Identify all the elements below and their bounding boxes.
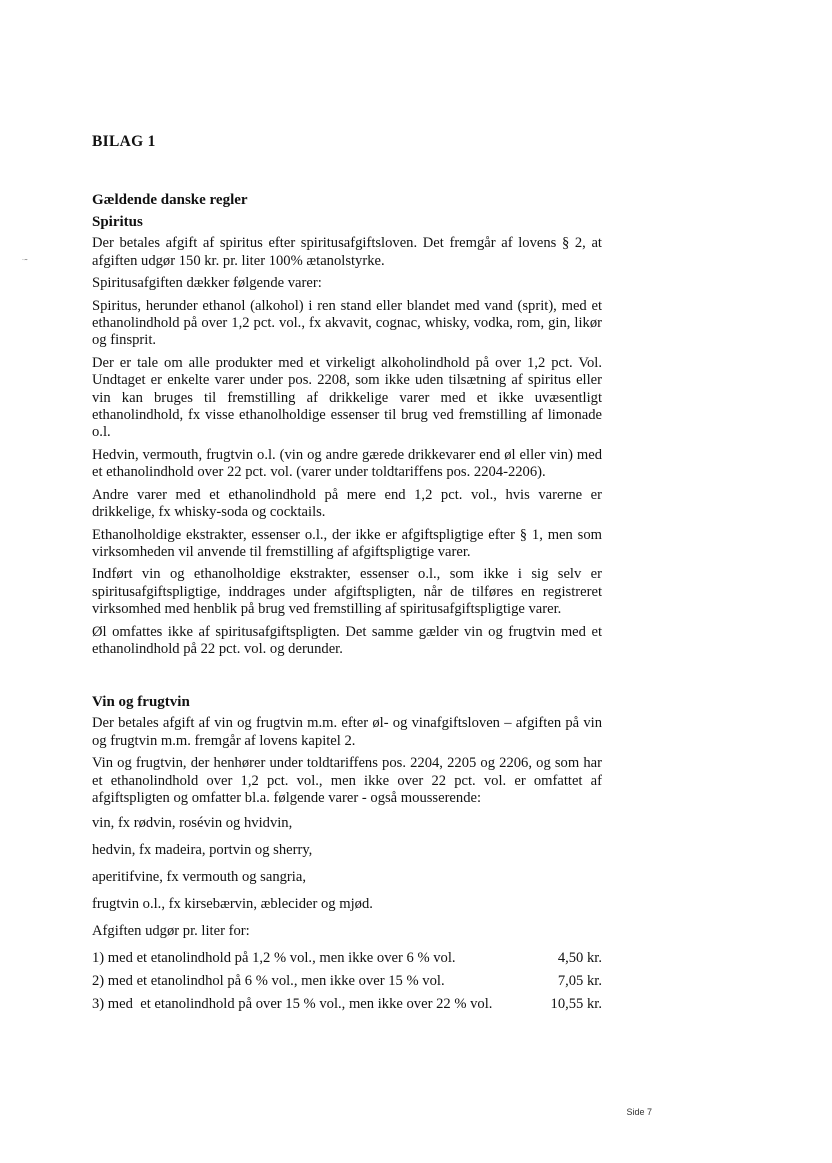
paragraph: Der betales afgift af spiritus efter spiritusafgiftsloven. Det fremgår af lovens § 2, at afgiften udgør 150 kr. pr. liter 100% ætanolstyrke. [92,235,602,269]
scan-mark: ˙˜ [22,258,28,267]
rate-amount: 4,50 kr. [557,950,602,967]
section1-title: Gældende danske regler [92,192,248,209]
rate-label: 2) med et etanolindhol på 6 % vol., men ikke over 15 % vol. [92,973,445,990]
paragraph: Vin og frugtvin, der henhører under toldtariffens pos. 2204, 2205 og 2206, og som har et ethanolindhold over 1,2 pct. vol., men ikke over 22 pct. vol. er omfattet af afgiftspligten og omfatter bl.a. følgende varer - også mousserende: [92,755,602,806]
paragraph: Der er tale om alle produkter med et virkeligt alkoholindhold på over 1,2 pct. Vol. Undtaget er enkelte varer under pos. 2208, som ikke uden tilsætning af spiritus eller vin kan bruges til fremstilling af drikkelige varer med et ikke uvæsentligt ethanolindhold, fx visse ethanolholdige essenser til brug ved fremstilling af limonade o.l. [92,354,602,441]
document-body [92,133,602,1016]
appendix-heading: BILAG 1 [92,133,156,150]
rate-row [92,993,602,1016]
rate-row [92,947,602,970]
rate-amount: 10,55 kr. [550,996,602,1013]
list-item: aperitifvine, fx vermouth og sangria, [92,869,306,886]
rates-intro: Afgiften udgør pr. liter for: [92,923,250,940]
section2 [92,692,602,1016]
list-item: hedvin, fx madeira, portvin og sherry, [92,842,313,859]
section1-subtitle: Spiritus [92,214,143,231]
paragraph: Øl omfattes ikke af spiritusafgiftspligten. Det samme gælder vin og frugtvin med et ethanolindhold på 22 pct. vol. og derunder. [92,623,602,657]
list-item: frugtvin o.l., fx kirsebærvin, æblecider og mjød. [92,896,373,913]
rate-label: 3) med et etanolindhold på over 15 % vol., men ikke over 22 % vol. [92,996,493,1013]
section2-title: Vin og frugtvin [92,694,190,711]
rate-amount: 7,05 kr. [557,973,602,990]
paragraph: Andre varer med et ethanolindhold på mere end 1,2 pct. vol., hvis varerne er drikkelige, fx whisky-soda og cocktails. [92,486,602,521]
rate-label: 1) med et etanolindhold på 1,2 % vol., men ikke over 6 % vol. [92,950,456,967]
paragraph: Spiritusafgiften dækker følgende varer: [92,275,322,292]
paragraph: Spiritus, herunder ethanol (alkohol) i ren stand eller blandet med vand (sprit), med et ethanolindhold på over 1,2 pct. vol., fx akvavit, cognac, whisky, vodka, rom, gin, likør og finsprit. [92,297,602,349]
rates-table [92,947,602,1016]
paragraph: Ethanolholdige ekstrakter, essenser o.l., der ikke er afgiftspligtige efter § 1, men som virksomheden vil anvende til fremstilling af afgiftspligtige varer. [92,526,602,560]
rate-row [92,970,602,993]
list-item: vin, fx rødvin, rosévin og hvidvin, [92,815,293,832]
paragraph: Hedvin, vermouth, frugtvin o.l. (vin og andre gærede drikkevarer end øl eller vin) med et ethanolindhold over 22 pct. vol. (varer under toldtariffens pos. 2204-2206). [92,446,602,481]
page-number: Side 7 [626,1107,652,1117]
paragraph: Indført vin og ethanolholdige ekstrakter, essenser o.l., som ikke i sig selv er spiritusafgiftspligtige, inddrages under afgiftspligten, når de tilføres en registreret virksomhed med henblik på brug ved fremstilling af spiritusafgiftspligtige varer. [92,566,602,618]
paragraph: Der betales afgift af vin og frugtvin m.m. efter øl- og vinafgiftsloven – afgiften på vin og frugtvin m.m. fremgår af lovens kapitel 2. [92,715,602,749]
